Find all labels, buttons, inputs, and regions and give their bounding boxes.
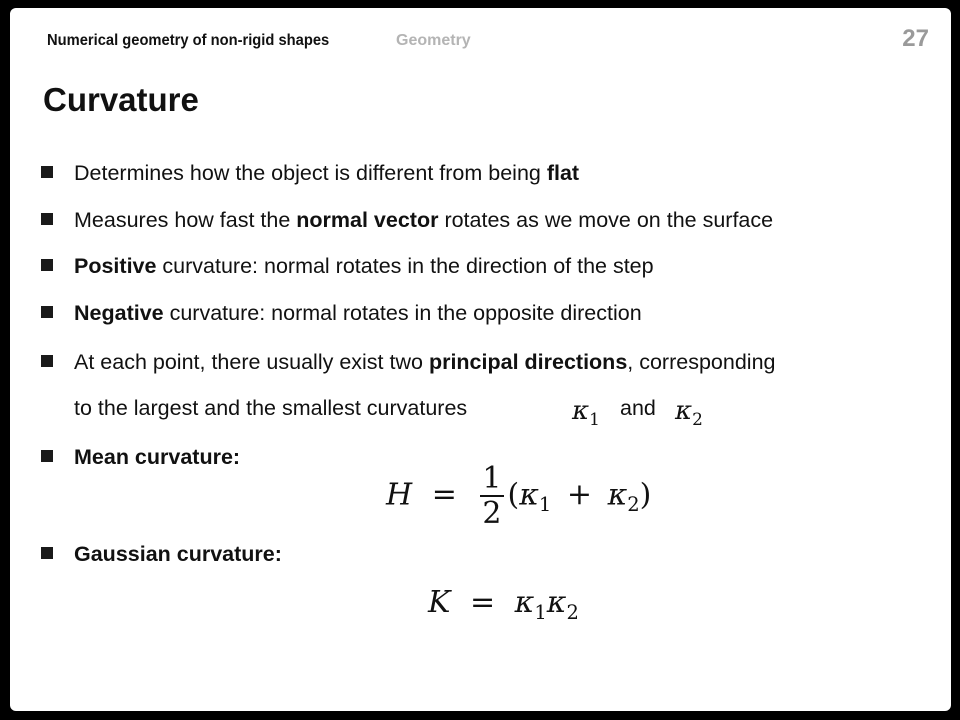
bullet-square-icon [41,547,53,559]
kappa-2-symbol: $\kappa_2$ [675,396,703,429]
and-text: and [620,396,656,420]
mean-curvature-formula: H = $\frac{1}{2}$ $(\kappa_1 + \kappa_2)$ [386,461,652,531]
page-number: 27 [902,25,929,52]
bullet-text: Gaussian curvature: [74,542,282,566]
kappa-1-symbol: $\kappa_1$ [572,396,600,429]
bullet-square-icon [41,450,53,462]
bullet-text: Negative curvature: normal rotates in the opposite direction [74,301,642,325]
bullet-text: At each point, there usually exist two principal directions, corresponding [74,350,776,374]
course-title: Numerical geometry of non-rigid shapes [47,32,330,49]
bullet-square-icon [41,213,53,225]
bullet-text: Positive curvature: normal rotates in the direction of the step [74,254,654,278]
bullet-text-continuation: to the largest and the smallest curvatures [74,396,468,420]
bullet-text: Determines how the object is different from being flat [74,161,580,185]
bullet-text: Measures how fast the normal vector rotates as we move on the surface [74,208,774,232]
topic-label: Geometry [396,32,471,49]
bullet-text: Mean curvature: [74,445,241,469]
slide [10,8,951,711]
fraction-one-half: $\frac{1}{2}$ [482,461,502,531]
bullet-square-icon [41,166,53,178]
gaussian-curvature-formula: $K = \kappa_1\kappa_2$ [428,585,579,624]
bullet-square-icon [41,259,53,271]
slide-title: Curvature [43,81,199,118]
bullet-square-icon [41,355,53,367]
bullet-square-icon [41,306,53,318]
